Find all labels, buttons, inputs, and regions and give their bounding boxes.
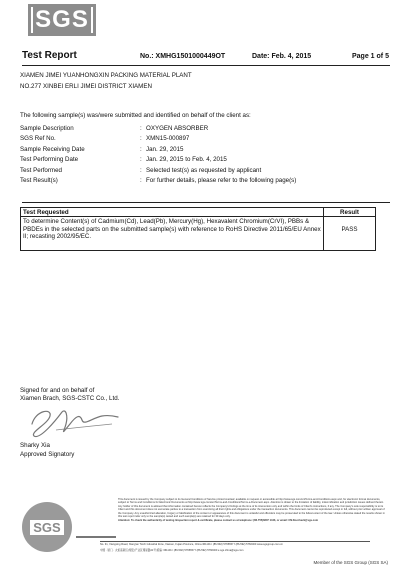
- table-row: [21, 217, 375, 251]
- info-label: Test Result(s): [20, 177, 58, 185]
- footer-sgs-logo: SGS: [22, 502, 72, 552]
- signatory-role: Approved Signatory: [20, 450, 75, 458]
- footer-disclaimer: This document is issued by the Company subject to its General Conditions of Service printed overleaf, available on request or accessible at http://www.sgs.com/en/Terms-and-Conditions.aspx and, for electronic format documents, subject to Terms and Conditions for Electronic Documents at http://www.sgs.com/en/Terms-and-Conditions/Terms-e-Document.aspx. Attention is drawn to the limitation of liability, indemnification and jurisdiction issues defined therein. Any holder of this document is advised that information contained hereon reflects the Company's findings at the time of its intervention only and within the limits of Client's instructions, if any. The Company's sole responsibility is to its Client and this document does not exonerate parties to a transaction from exercising all their rights and obligations under the transaction documents. This document cannot be reproduced except in full, without prior written approval of the Company. Any unauthorized alteration, forgery or falsification of the content or appearance of this document is unlawful and offenders may be prosecuted to the fullest extent of the law. Unless otherwise stated the results shown in this test report refer only to the sample(s) tested and such sample(s) are retained for 30 days only. Attention: To check the authenticity of testing /inspection report & certificate, please contact us at telephone: (86-755)8307 1443, or email: CN.Doccheck@sgs.com: [118, 498, 388, 523]
- header-result: Result: [323, 208, 375, 216]
- info-row: Sample Description : OXYGEN ABSORBER: [20, 123, 380, 134]
- info-label: Sample Receiving Date: [20, 145, 85, 153]
- info-value: Jan. 29, 2015 to Feb. 4, 2015: [146, 156, 227, 164]
- report-header: [22, 50, 392, 64]
- info-value: XMN15-000897: [146, 135, 190, 143]
- info-label: Test Performed: [20, 166, 62, 174]
- footer-divider: [100, 541, 370, 542]
- signatory-name: Sharky Xia: [20, 442, 50, 449]
- header-test-requested: Test Requested: [23, 209, 69, 216]
- test-request-text: To determine Content(s) of Cadmium(Cd), Lead(Pb), Mercury(Hg), Hexavalent Chromium(CrVI), PBBs & PBDEs in the selected parts on the submitted sample(s) with reference to RoHS Directive 2011/65/EU Annex II; recasting 2002/95/EC.: [23, 218, 321, 241]
- sgs-logo: SGS: [28, 4, 96, 36]
- info-row: Test Performing Date : Jan. 29, 2015 to Feb. 4, 2015: [20, 155, 380, 166]
- info-row: SGS Ref No. : XMN15-000897: [20, 134, 380, 145]
- info-value: OXYGEN ABSORBER: [146, 124, 209, 132]
- footer-strip: [76, 536, 116, 538]
- sample-info-table: [20, 123, 380, 186]
- info-value: Jan. 29, 2015: [146, 145, 184, 153]
- approved-signatory: [20, 442, 74, 459]
- info-row: Test Performed : Selected test(s) as requested by applicant: [20, 165, 380, 176]
- signature-image: [22, 402, 122, 440]
- footer-address-cn: 中国 · 厦门 · 火炬高新区(翔安)产业区翔星路31号 邮编: 361101 t (86-592) 5765657 f (86-592) 5766460 e sgs.china@sgs.com: [100, 549, 244, 552]
- section-divider: [22, 202, 390, 203]
- info-label: Sample Description: [20, 124, 74, 132]
- table-header: [21, 208, 375, 217]
- test-requested-table: [20, 207, 376, 251]
- info-row: Test Result(s) : For further details, please refer to the following page(s): [20, 176, 380, 187]
- intro-text: The following sample(s) was/were submitted and identified on behalf of the client as:: [20, 112, 251, 119]
- header-divider: [22, 65, 390, 66]
- info-value: Selected test(s) as requested by applicant: [146, 166, 262, 174]
- info-label: SGS Ref No.: [20, 135, 56, 143]
- report-date: Date: Feb. 4, 2015: [252, 53, 312, 60]
- report-number: No.: XMHG1501000449OT: [140, 53, 226, 60]
- info-value: For further details, please refer to the following page(s): [146, 177, 297, 185]
- footer-attention: Attention: To check the authenticity of testing /inspection report & certificate, please contact us at telephone: (86-755)8307 1443, or email: CN.Doccheck@sgs.com: [118, 519, 319, 523]
- info-label: Test Performing Date: [20, 156, 79, 164]
- test-result: PASS: [323, 217, 375, 251]
- signed-on-behalf: Signed for and on behalf of Xiamen Brach, SGS-CSTC Co., Ltd.: [20, 387, 120, 402]
- client-address: NO.277 XINBEI ERLI JIMEI DISTRICT XIAMEN: [20, 83, 152, 90]
- client-name: XIAMEN JIMEI YUANHONGXIN PACKING MATERIAL PLANT: [20, 72, 192, 79]
- info-row: Sample Receiving Date : Jan. 29, 2015: [20, 144, 380, 155]
- sgs-member-note: Member of the SGS Group (SGS SA): [313, 560, 388, 565]
- page-indicator: Page 1 of 5: [352, 53, 389, 60]
- footer-address-en: No. 31, Xiangxing Road, Xiang'an Torch Industrial Zone, Xiamen, Fujian Province, China 361101 t (86-592) 5765657 f (86-592) 5766460 www.sgsgroup.com.cn: [100, 543, 283, 546]
- report-title: Test Report: [22, 50, 77, 61]
